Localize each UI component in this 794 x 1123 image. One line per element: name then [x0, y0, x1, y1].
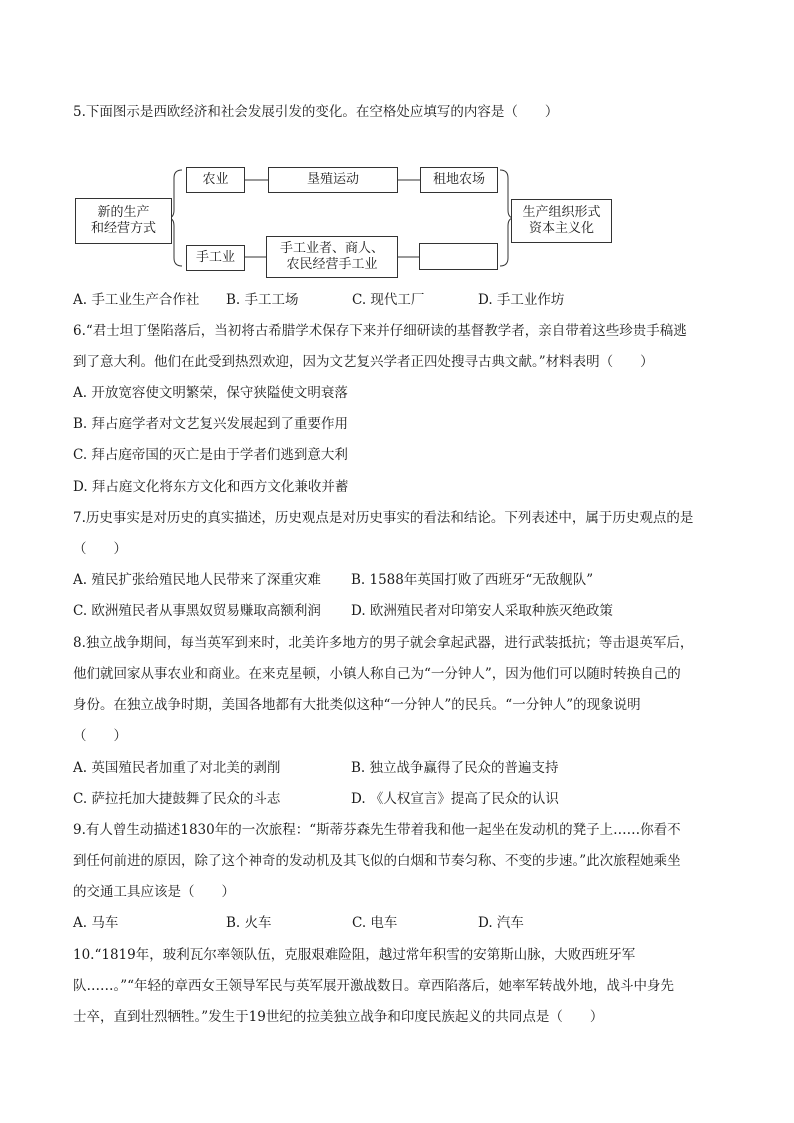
handicraft-label: 手工业: [195, 250, 235, 265]
q5-option-d: D. 手工业作坊: [478, 292, 565, 308]
new-production-box: [75, 198, 172, 244]
q5-option-c: C. 现代工厂: [352, 292, 425, 308]
handicraft-participants-line1: 手工业者、商人、: [279, 241, 384, 256]
q8-line-2: 他们就回家从事农业和商业。在来克星顿，小镇人称自己为“一分钟人”，因为他们可以随时转换自己的: [73, 666, 681, 682]
q9-line-1: 9.有人曾生动描述1830年的一次旅程：“斯蒂芬森先生带着我和他一起坐在发动机的凳子上……你看不: [73, 822, 681, 838]
agriculture-label: 农业: [202, 172, 229, 187]
new-production-line1: 新的生产: [97, 205, 150, 220]
q9-line-2: 到任何前进的原因，除了这个神奇的发动机及其飞似的白烟和节奏匀称、不变的步速。”此次旅程她乘坐: [73, 853, 681, 869]
q10-line-2: 队……。”“年轻的章西女王领导军民与英军展开激战数日。章西陷落后，她率军转战外地，战斗中身先: [73, 978, 675, 994]
q8-option-b: B. 独立战争赢得了民众的普遍支持: [351, 760, 559, 776]
q8-line-3: 身份。在独立战争时期，美国各地都有大批类似这种“一分钟人”的民兵。“一分钟人”的现象说明: [73, 697, 641, 713]
q7-option-a: A. 殖民扩张给殖民地人民带来了深重灾难: [73, 572, 321, 588]
q6-option-c: C. 拜占庭帝国的灭亡是由于学者们逃到意大利: [73, 447, 348, 463]
handicraft-participants-box: [266, 236, 398, 278]
q6-option-b: B. 拜占庭学者对文艺复兴发展起到了重要作用: [73, 416, 349, 432]
q10-line-1: 10.“1819年，玻利瓦尔率领队伍，克服艰难险阻，越过常年积雪的安第斯山脉，大败西班牙军: [73, 947, 636, 963]
q6-option-a: A. 开放宽容使文明繁荣，保守狭隘使文明衰落: [73, 385, 348, 401]
blank-answer-box: [419, 243, 498, 270]
production-organization-box: [511, 199, 612, 243]
land-reclamation-box: [268, 167, 398, 193]
land-reclamation-label: 垦殖运动: [306, 172, 359, 187]
handicraft-participants-line2: 农民经营手工业: [286, 257, 378, 272]
q6-line-2: 到了意大利。他们在此受到热烈欢迎，因为文艺复兴学者正四处搜寻古典文献。”材料表明（ ）: [73, 354, 654, 370]
q8-line-4: （ ）: [73, 728, 127, 744]
q9-option-b: B. 火车: [226, 915, 272, 931]
production-organization-line2: 资本主义化: [528, 221, 594, 236]
q10-line-3: 士卒，直到壮烈牺牲。”发生于19世纪的拉美独立战争和印度民族起义的共同点是（ ）: [73, 1009, 604, 1025]
q8-option-c: C. 萨拉托加大捷鼓舞了民众的斗志: [73, 791, 281, 807]
q9-option-c: C. 电车: [352, 915, 398, 931]
q5-stem: 5.下面图示是西欧经济和社会发展引发的变化。在空格处应填写的内容是（ ）: [73, 104, 559, 120]
q9-option-a: A. 马车: [73, 915, 119, 931]
q6-line-1: 6.“君士坦丁堡陷落后，当初将古希腊学术保存下来并仔细研读的基督教学者，亲自带着这些珍贵手稿逃: [73, 323, 687, 339]
handicraft-box: [186, 245, 245, 271]
agriculture-box: [186, 167, 245, 193]
q7-option-b: B. 1588年英国打败了西班牙“无敌舰队”: [351, 572, 594, 588]
tenant-farm-box: [420, 167, 498, 193]
q6-option-d: D. 拜占庭文化将东方文化和西方文化兼收并蓄: [73, 479, 349, 495]
q8-option-a: A. 英国殖民者加重了对北美的剥削: [73, 760, 281, 776]
q9-line-3: 的交通工具应该是（ ）: [73, 884, 235, 900]
q7-option-d: D. 欧洲殖民者对印第安人采取种族灭绝政策: [351, 603, 613, 619]
q5-option-b: B. 手工工场: [226, 292, 299, 308]
q8-option-d: D. 《人权宣言》提高了民众的认识: [351, 791, 559, 807]
q7-option-c: C. 欧洲殖民者从事黑奴贸易赚取高额利润: [73, 603, 321, 619]
tenant-farm-label: 租地农场: [432, 172, 485, 187]
production-organization-line1: 生产组织形式: [522, 205, 601, 220]
q7-line-2: （ ）: [73, 541, 127, 557]
q8-line-1: 8.独立战争期间，每当英军到来时，北美许多地方的男子就会拿起武器，进行武装抵抗；等击退英军后，: [73, 635, 694, 651]
new-production-line2: 和经营方式: [90, 221, 156, 236]
q9-option-d: D. 汽车: [478, 915, 524, 931]
q5-option-a: A. 手工业生产合作社: [73, 292, 200, 308]
q7-line-1: 7.历史事实是对历史的真实描述，历史观点是对历史事实的看法和结论。下列表述中，属于历史观点的是: [73, 510, 694, 526]
